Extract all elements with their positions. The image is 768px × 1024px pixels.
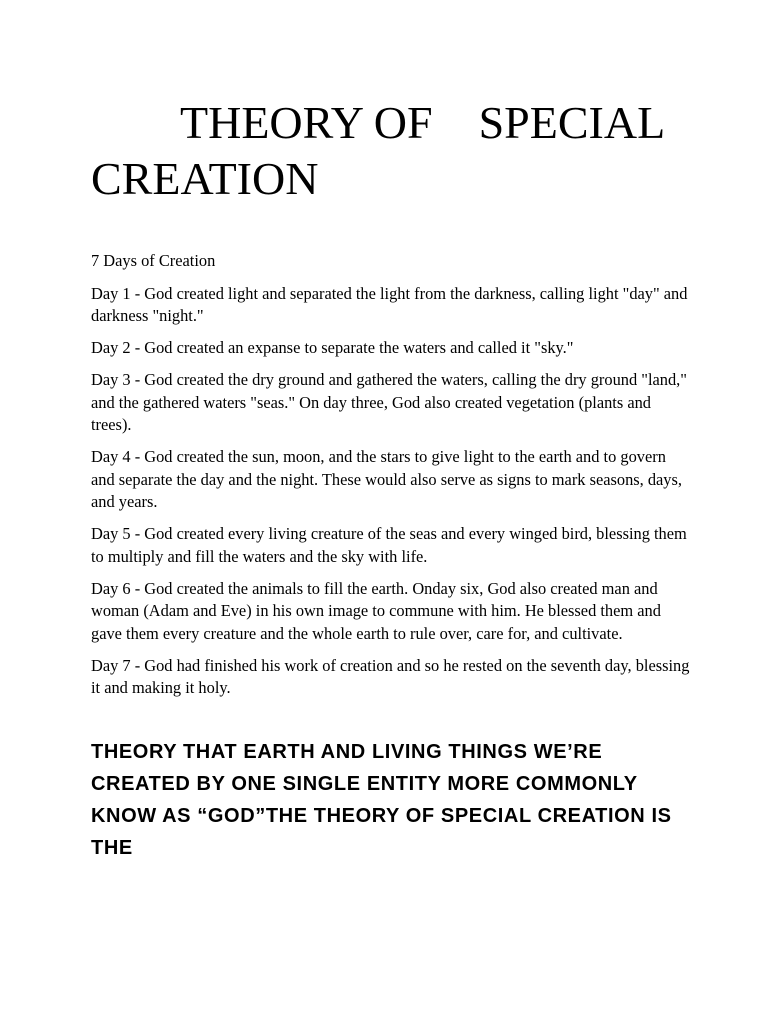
day-3-paragraph: Day 3 - God created the dry ground and gathered the waters, calling the dry ground "land," and the gathered waters "seas." On day three, God also created vegetation (plants and trees). [91, 370, 687, 434]
document-body [91, 250, 691, 709]
title-line-2: CREATION [91, 153, 319, 204]
title-line-1: THEORY OF SPECIAL [180, 97, 666, 148]
day-5-paragraph: Day 5 - God created every living creature of the seas and every winged bird, blessing them to multiply and fill the waters and the sky with life. [91, 524, 687, 566]
day-6-paragraph: Day 6 - God created the animals to fill the earth. Onday six, God also created man and woman (Adam and Eve) in his own image to commune with him. He blessed them and gave them every creature and the whole earth to rule over, care for, and cultivate. [91, 578, 661, 643]
day-7-paragraph: Day 7 - God had finished his work of creation and so he rested on the seventh day, blessing it and making it holy. [91, 655, 690, 697]
day-4-paragraph: Day 4 - God created the sun, moon, and the stars to give light to the earth and to govern and separate the day and the night. These would also serve as signs to mark seasons, days, and years. [91, 447, 682, 511]
document-title [91, 95, 691, 207]
day-2-paragraph: Day 2 - God created an expanse to separate the waters and called it "sky." [91, 338, 574, 357]
bold-summary-text: THEORY THAT EARTH AND LIVING THINGS WE’RE CREATED BY ONE SINGLE ENTITY MORE COMMONLY KNOW AS “GOD”THE THEORY OF SPECIAL CREATION IS THE [91, 741, 672, 859]
day-1-paragraph: Day 1 - God created light and separated the light from the darkness, calling light "day" and darkness "night." [91, 283, 688, 325]
subheading: 7 Days of Creation [91, 251, 216, 270]
